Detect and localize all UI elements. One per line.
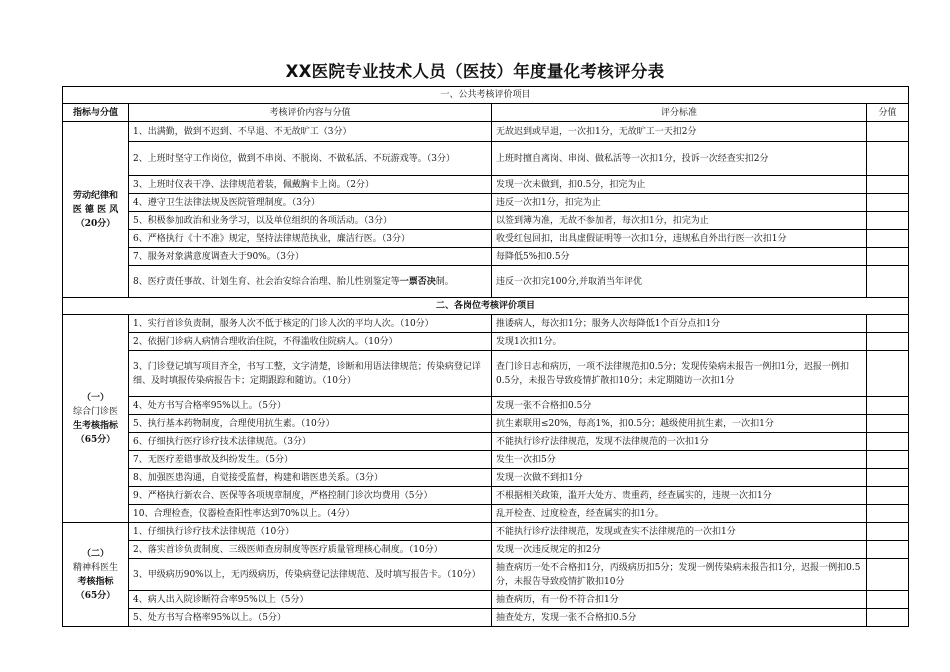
table-row xyxy=(63,523,909,541)
header-indicator: 指标与分值 xyxy=(63,104,129,122)
standard-cell: 抽查处方，发现一张不合格扣0.5分 xyxy=(492,609,867,627)
table-row xyxy=(63,248,909,266)
content-cell: 7、无医疗差错事故及纠纷发生。（5分） xyxy=(129,451,492,469)
content-cell: 6、严格执行《十不准》规定，坚持法律规范执业，廉洁行医。（3分） xyxy=(129,230,492,248)
score-cell[interactable] xyxy=(867,122,909,142)
score-cell[interactable] xyxy=(867,433,909,451)
standard-cell: 查门诊日志和病历，一项不法律规范扣0.5分；发现传染病未报告一例扣1分，迟报一例扣0.5分，未报告导致疫情扩散扣10分；未定期随访一次扣1分 xyxy=(492,351,867,397)
content-cell: 1、出满勤，做到不迟到、不早退、不无故旷工（3分） xyxy=(129,122,492,142)
table-row xyxy=(63,559,909,591)
standard-cell: 不能执行诊疗法律规范，发现不法律规范的一次扣1分 xyxy=(492,433,867,451)
standard-cell: 无故迟到或早退，一次扣1分，无故旷工一天扣2分 xyxy=(492,122,867,142)
section-title-row xyxy=(63,298,909,315)
content-cell: 9、严格执行新农合、医保等各项规章制度，严格控制门诊次均费用（5分） xyxy=(129,487,492,505)
table-row xyxy=(63,609,909,627)
veto-emphasis: 一票否决 xyxy=(399,276,436,287)
score-cell[interactable] xyxy=(867,176,909,194)
standard-cell: 抽查病历一处不合格扣1分，丙级病历扣5分；发现一例传染病未报告扣1分，迟报一例扣0.5分，未报告导致疫情扩散扣10分 xyxy=(492,559,867,591)
standard-cell: 抗生素联用≤20%，每高1%，扣0.5分；越级使用抗生素，一次扣1分 xyxy=(492,415,867,433)
standard-cell: 发生一次扣5分 xyxy=(492,451,867,469)
table-row xyxy=(63,591,909,609)
score-cell[interactable] xyxy=(867,487,909,505)
table-row xyxy=(63,266,909,298)
table-row xyxy=(63,433,909,451)
content-cell: 5、积极参加政治和业务学习，以及单位组织的各项活动。（3分） xyxy=(129,212,492,230)
standard-cell: 每降低5%扣0.5分 xyxy=(492,248,867,266)
score-cell[interactable] xyxy=(867,523,909,541)
score-cell[interactable] xyxy=(867,333,909,351)
content-cell: 2、落实首诊负责制度、三级医师查房制度等医疗质量管理核心制度。（10分） xyxy=(129,541,492,559)
content-cell: 10、合理检查，仪器检查阳性率达到70%以上。（4分） xyxy=(129,505,492,523)
standard-cell: 上班时擅自离岗、串岗、做私活等一次扣1分，投诉一次经查实扣2分 xyxy=(492,142,867,176)
standard-cell: 乱开检查、过度检查，经查属实的扣1分。 xyxy=(492,505,867,523)
table-row xyxy=(63,333,909,351)
content-cell: 5、执行基本药物制度，合理使用抗生素。（10分） xyxy=(129,415,492,433)
table-row xyxy=(63,142,909,176)
standard-cell: 发现一次违反规定的扣2分 xyxy=(492,541,867,559)
score-cell[interactable] xyxy=(867,541,909,559)
score-cell[interactable] xyxy=(867,397,909,415)
score-cell[interactable] xyxy=(867,351,909,397)
content-cell: 1、仔细执行诊疗技术法律规范（10分） xyxy=(129,523,492,541)
category-cell-outpatient: （一） 综合门诊医 生考核指标 （65分） xyxy=(63,315,129,523)
table-row xyxy=(63,487,909,505)
section-title-row xyxy=(63,87,909,104)
standard-cell: 发现一次未做到，扣0.5分，扣完为止 xyxy=(492,176,867,194)
content-cell: 5、处方书写合格率95%以上。（5分） xyxy=(129,609,492,627)
score-cell[interactable] xyxy=(867,248,909,266)
standard-cell: 以签到簿为准，无故不参加者，每次扣1分，扣完为止 xyxy=(492,212,867,230)
standard-cell: 不能执行诊疗法律规范，发现或查实不法律规范的一次扣1分 xyxy=(492,523,867,541)
content-cell: 6、仔细执行医疗诊疗技术法律规范。（3分） xyxy=(129,433,492,451)
score-cell[interactable] xyxy=(867,559,909,591)
table-row xyxy=(63,351,909,397)
score-cell[interactable] xyxy=(867,469,909,487)
header-content: 考核评价内容与分值 xyxy=(129,104,492,122)
standard-cell: 发现一次做不到扣1分 xyxy=(492,469,867,487)
content-cell: 3、门诊登记填写项目齐全，书写工整，文字清楚，诊断和用语法律规范；传染病登记详细、及时填报传染病报告卡；定期跟踪和随访。（10分） xyxy=(129,351,492,397)
table-row xyxy=(63,451,909,469)
content-cell: 8、加强医患沟通，自觉接受监督，构建和谐医患关系。（3分） xyxy=(129,469,492,487)
standard-cell: 抽查病历，有一份不符合扣1分 xyxy=(492,591,867,609)
section-title-public: 一、公共考核评价项目 xyxy=(63,87,909,104)
standard-cell: 违反一次扣1分，扣完为止 xyxy=(492,194,867,212)
score-cell[interactable] xyxy=(867,505,909,523)
table-row xyxy=(63,541,909,559)
score-cell[interactable] xyxy=(867,230,909,248)
header-score: 分值 xyxy=(867,104,909,122)
score-cell[interactable] xyxy=(867,609,909,627)
score-cell[interactable] xyxy=(867,415,909,433)
table-row xyxy=(63,315,909,333)
score-cell[interactable] xyxy=(867,142,909,176)
category-cell-psychiatry: （二） 精神科医生 考核指标 （65分） xyxy=(63,523,129,627)
standard-cell: 推诿病人，每次扣1分；服务人次每降低1个百分点扣1分 xyxy=(492,315,867,333)
standard-cell: 收受红包回扣，出具虚假证明等一次扣1分，违规私自外出行医一次扣1分 xyxy=(492,230,867,248)
category-cell-discipline: 劳动纪律和 医 德 医 风 （20分） xyxy=(63,122,129,298)
page-title: XX医院专业技术人员（医技）年度量化考核评分表 xyxy=(285,62,665,81)
header-row xyxy=(63,104,909,122)
content-cell: 7、服务对象满意度调查大于90%。（3分） xyxy=(129,248,492,266)
standard-cell: 发现1次扣1分。 xyxy=(492,333,867,351)
header-standard: 评分标准 xyxy=(492,104,867,122)
table-row xyxy=(63,230,909,248)
content-cell: 1、实行首诊负责制，服务人次不低于核定的门诊人次的平均人次。（10分） xyxy=(129,315,492,333)
score-cell[interactable] xyxy=(867,591,909,609)
table-row xyxy=(63,397,909,415)
section-title-post: 二、各岗位考核评价项目 xyxy=(63,298,909,315)
content-cell: 8、医疗责任事故、计划生育、社会治安综合治理、胎儿性别鉴定等一票否决制。 xyxy=(129,266,492,298)
standard-cell: 违反一次扣完100分,并取消当年评优 xyxy=(492,266,867,298)
table-row xyxy=(63,415,909,433)
score-cell[interactable] xyxy=(867,194,909,212)
standard-cell: 发现一张不合格扣0.5分 xyxy=(492,397,867,415)
content-cell: 2、依据门诊病人病情合理收治住院，不得滥收住院病人。（10分） xyxy=(129,333,492,351)
content-cell: 4、遵守卫生法律法规及医院管理制度。（3分） xyxy=(129,194,492,212)
table-row xyxy=(63,469,909,487)
table-row xyxy=(63,122,909,142)
table-row xyxy=(63,212,909,230)
content-cell: 2、上班时坚守工作岗位，做到不串岗、不脱岗、不做私活、不玩游戏等。（3分） xyxy=(129,142,492,176)
table-row xyxy=(63,176,909,194)
table-row xyxy=(63,194,909,212)
score-cell[interactable] xyxy=(867,212,909,230)
content-cell: 3、甲级病历90%以上，无丙级病历，传染病登记法律规范、及时填写报告卡。（10分） xyxy=(129,559,492,591)
content-cell: 4、病人出入院诊断符合率95%以上（5分） xyxy=(129,591,492,609)
assessment-table xyxy=(62,86,909,627)
content-cell: 4、处方书写合格率95%以上。（5分） xyxy=(129,397,492,415)
table-row xyxy=(63,505,909,523)
score-cell[interactable] xyxy=(867,266,909,298)
score-cell[interactable] xyxy=(867,451,909,469)
content-cell: 3、上班时仪表干净、法律规范着装，佩戴胸卡上岗。（2分） xyxy=(129,176,492,194)
score-cell[interactable] xyxy=(867,315,909,333)
standard-cell: 不根据相关政策，滥开大处方、贵重药，经查属实的，违规一次扣1分 xyxy=(492,487,867,505)
